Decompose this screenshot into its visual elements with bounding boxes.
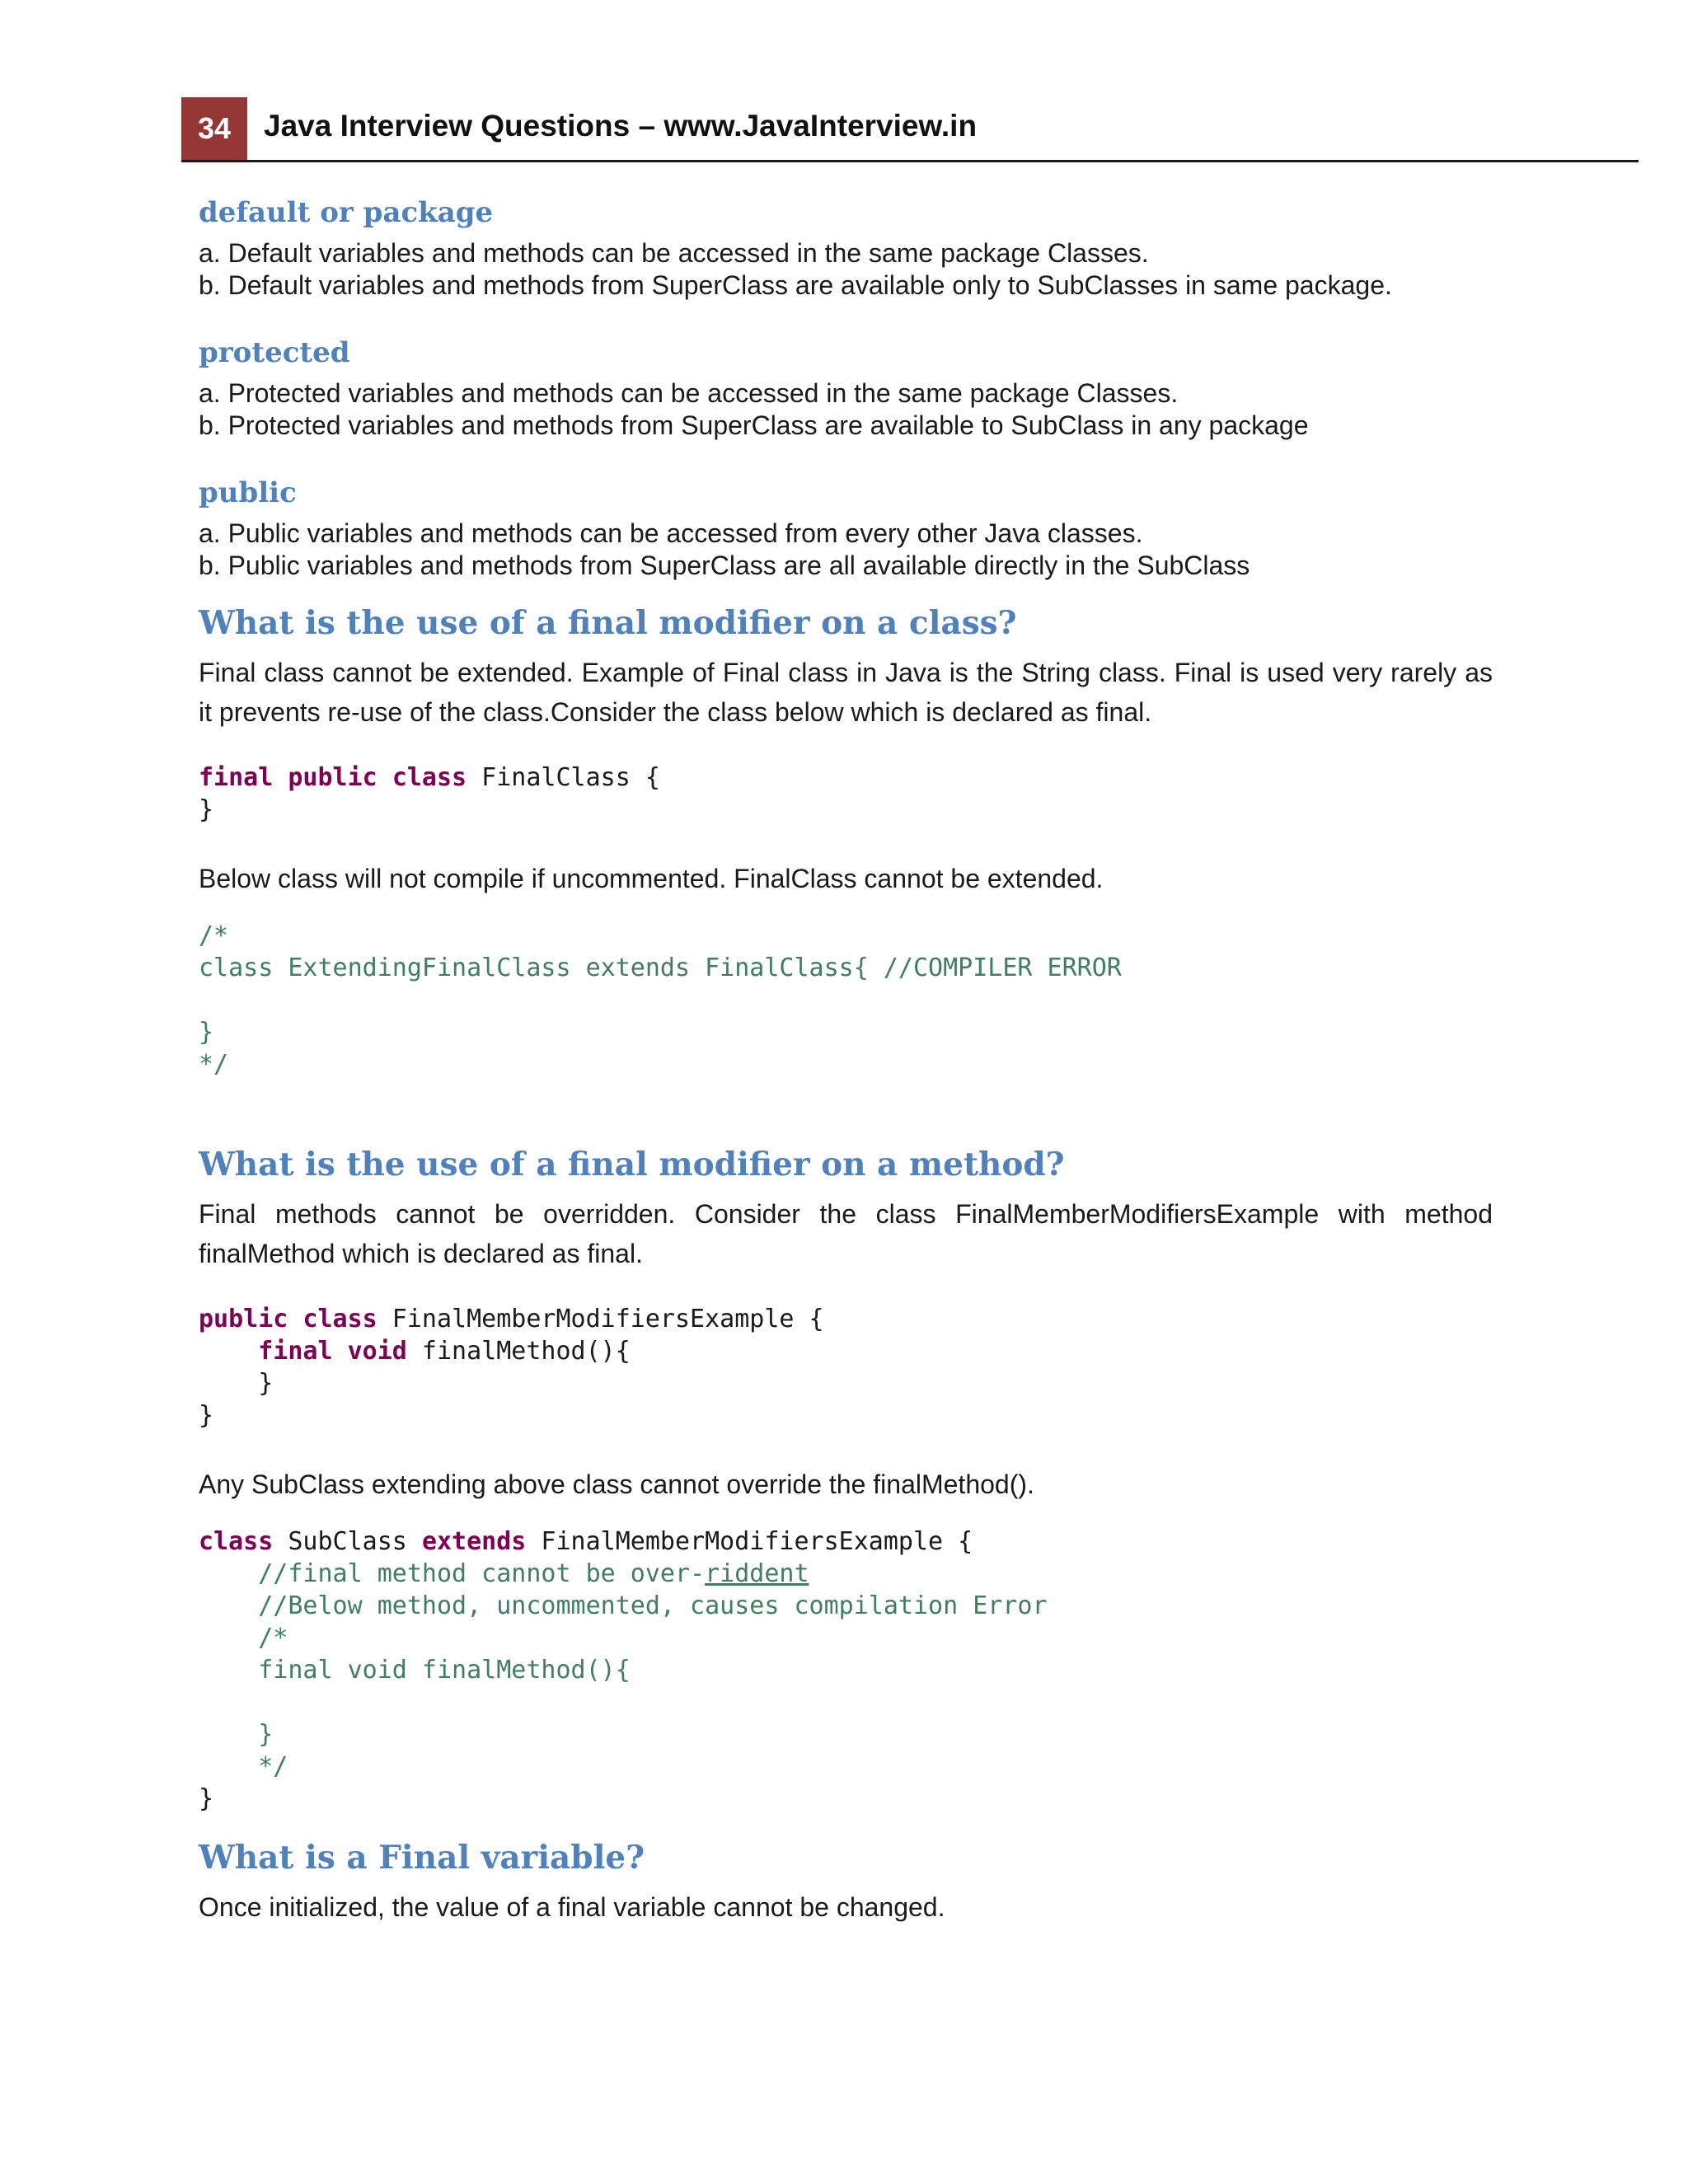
answer-paragraph: Final class cannot be extended. Example of Final class in Java is the String class. Final is used very rarely as it prevents re-use of the class.Consider the class below which is declared as final. <box>199 658 1493 727</box>
answer-paragraph: Final methods cannot be overridden. Consider the class FinalMemberModifiersExample with method finalMethod which is declared as final. <box>199 1199 1493 1268</box>
code-text: } <box>199 1401 214 1430</box>
header-title: Java Interview Questions – www.JavaInterview.in <box>264 109 978 143</box>
access-section-default <box>199 194 1493 302</box>
section-heading-protected: protected <box>199 336 350 369</box>
code-keyword: public <box>199 1305 288 1333</box>
list-item: a. Public variables and methods can be accessed from every other Java classes. <box>199 518 1143 548</box>
code-text: SubClass <box>273 1527 422 1556</box>
list-item: a. Protected variables and methods can be accessed in the same package Classes. <box>199 378 1179 408</box>
question-heading-final-variable: What is a Final variable? <box>199 1839 645 1877</box>
code-comment: } <box>199 1720 274 1749</box>
code-text: } <box>199 1369 274 1398</box>
list-item: b. Protected variables and methods from SuperClass are available to SubClass in any package <box>199 410 1309 440</box>
page-number: 34 <box>181 97 247 160</box>
code-comment: /* <box>199 921 229 950</box>
page-content <box>199 194 1493 1927</box>
code-block-subclass <box>199 1526 1493 1815</box>
access-section-protected <box>199 335 1493 442</box>
note-text: Below class will not compile if uncommented. FinalClass cannot be extended. <box>199 864 1104 893</box>
code-keyword: extends <box>421 1527 527 1556</box>
answer-paragraph: Once initialized, the value of a final variable cannot be changed. <box>199 1892 945 1922</box>
access-section-public <box>199 475 1493 582</box>
code-text: FinalClass { <box>467 763 660 792</box>
code-keyword: void <box>347 1337 407 1366</box>
list-item: a. Default variables and methods can be accessed in the same package Classes. <box>199 238 1149 268</box>
code-keyword: public <box>288 763 377 792</box>
code-comment: /* <box>199 1624 288 1652</box>
list-item: b. Default variables and methods from SuperClass are available only to SubClasses in same package. <box>199 270 1392 300</box>
code-keyword: class <box>392 763 467 792</box>
code-text: } <box>199 795 214 824</box>
code-comment: */ <box>199 1752 288 1781</box>
code-text: FinalMemberModifiersExample { <box>377 1305 824 1333</box>
code-comment: */ <box>199 1050 229 1079</box>
code-block-extending-final-class <box>199 920 1493 1080</box>
code-keyword: final <box>258 1337 333 1366</box>
code-text: } <box>199 1784 214 1813</box>
code-comment: class ExtendingFinalClass extends FinalClass{ //COMPILER ERROR <box>199 954 1122 982</box>
list-item: b. Public variables and methods from SuperClass are all available directly in the SubClass <box>199 551 1250 580</box>
code-comment: } <box>199 1018 214 1047</box>
code-keyword: final <box>199 763 274 792</box>
code-block-final-method <box>199 1303 1493 1432</box>
question-heading-final-class: What is the use of a final modifier on a class? <box>199 604 1017 642</box>
code-comment: //final method cannot be over- <box>199 1559 706 1588</box>
code-comment: //Below method, uncommented, causes compilation Error <box>199 1591 1048 1620</box>
code-text: FinalMemberModifiersExample { <box>526 1527 973 1556</box>
code-comment: final void finalMethod(){ <box>199 1656 631 1685</box>
code-block-final-class <box>199 762 1493 826</box>
code-keyword: class <box>302 1305 377 1333</box>
question-heading-final-method: What is the use of a final modifier on a method? <box>199 1146 1065 1183</box>
page-header <box>181 97 1639 162</box>
code-comment-misspelled: riddent <box>705 1559 809 1588</box>
code-keyword: class <box>199 1527 274 1556</box>
section-heading-public: public <box>199 476 297 509</box>
code-text: finalMethod(){ <box>406 1337 631 1366</box>
section-heading-default: default or package <box>199 196 494 229</box>
note-text: Any SubClass extending above class cannot override the finalMethod(). <box>199 1469 1034 1499</box>
